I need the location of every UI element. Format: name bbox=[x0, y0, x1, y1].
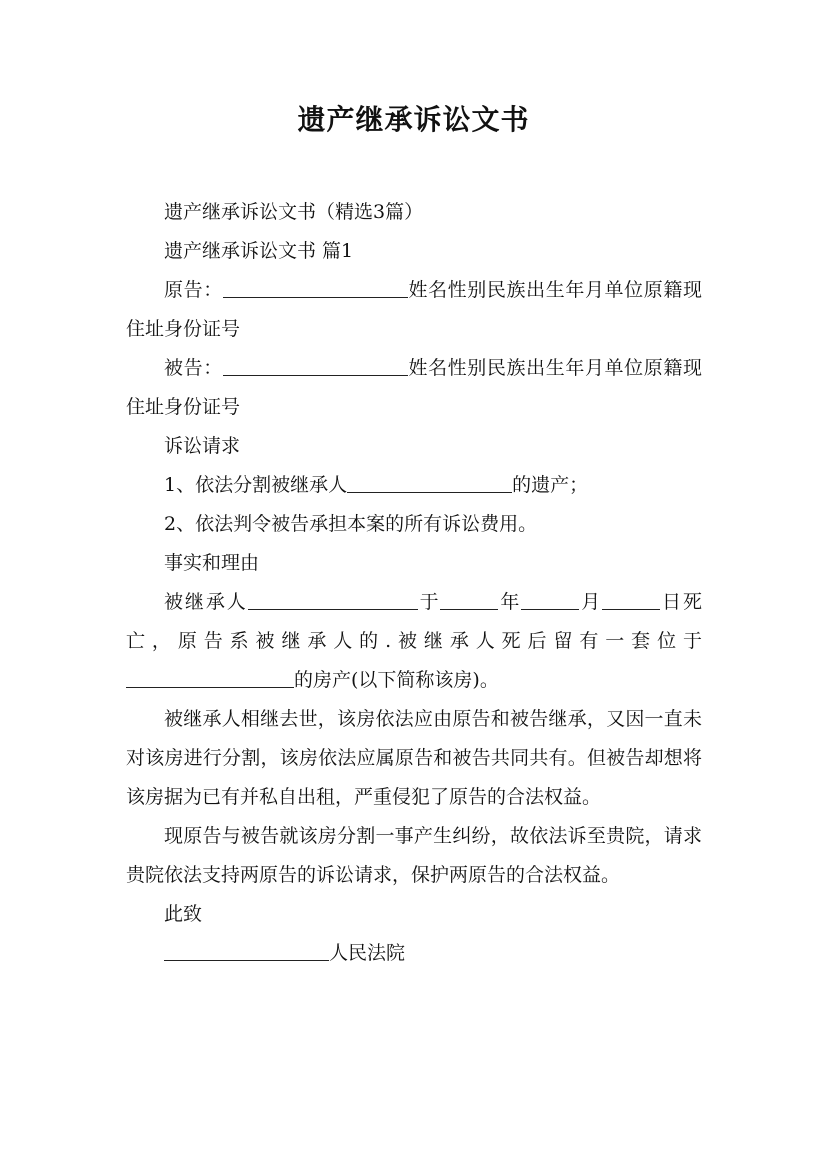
fact-1-text-b: 于 bbox=[417, 591, 441, 613]
fact-1-text-d: 月 bbox=[579, 591, 603, 613]
claims-heading: 诉讼请求 bbox=[164, 435, 241, 457]
fact-paragraph-1 bbox=[126, 583, 702, 700]
property-location-blank-line bbox=[126, 667, 294, 688]
claim-2: 2、依法判令被告承担本案的所有诉讼费用。 bbox=[164, 513, 538, 535]
defendant-fields: 姓名性别民族出生年月单位原籍现住址身份证号 bbox=[126, 357, 702, 418]
court-suffix: 人民法院 bbox=[329, 942, 406, 964]
decedent-name-blank-line bbox=[347, 472, 512, 493]
court-line bbox=[126, 934, 702, 973]
court-name-blank-line bbox=[164, 940, 329, 961]
year-blank-line bbox=[440, 589, 498, 610]
facts-heading: 事实和理由 bbox=[164, 552, 260, 574]
fact-1-text-c: 年 bbox=[498, 591, 522, 613]
fact-1-text-f: 的房产(以下简称该房)。 bbox=[294, 669, 499, 691]
document-title: 遗产继承诉讼文书 bbox=[297, 103, 530, 136]
fact-paragraph-2: 被继承人相继去世，该房依法应由原告和被告继承，又因一直未对该房进行分割，该房依法应属原告和被告共同共有。但被告却想将该房据为已有并私自出租，严重侵犯了原告的合法权益。 bbox=[126, 708, 702, 808]
claim-1-suffix: 的遗产； bbox=[512, 474, 589, 496]
claim-1-prefix: 1、依法分割被继承人 bbox=[164, 474, 348, 496]
fact-1-text-e: 日死亡，原告系被继承人的.被继承人死后留有一套位于 bbox=[126, 591, 702, 652]
plaintiff-blank-line bbox=[223, 277, 408, 298]
section-heading: 遗产继承诉讼文书 篇1 bbox=[164, 240, 354, 262]
defendant-blank-line bbox=[223, 355, 408, 376]
defendant-label: 被告： bbox=[164, 357, 223, 379]
plaintiff-fields: 姓名性别民族出生年月单位原籍现住址身份证号 bbox=[126, 279, 702, 340]
day-blank-line bbox=[602, 589, 660, 610]
claim-1 bbox=[126, 466, 702, 505]
month-blank-line bbox=[521, 589, 579, 610]
document-subtitle: 遗产继承诉讼文书（精选3篇） bbox=[164, 201, 424, 223]
plaintiff-label: 原告： bbox=[164, 279, 223, 301]
document-body bbox=[126, 193, 702, 973]
plaintiff-paragraph bbox=[126, 271, 702, 349]
closing-phrase: 此致 bbox=[164, 903, 203, 925]
defendant-paragraph bbox=[126, 349, 702, 427]
fact-1-text-a: 被继承人 bbox=[164, 591, 248, 613]
fact-paragraph-3: 现原告与被告就该房分割一事产生纠纷，故依法诉至贵院，请求贵院依法支持两原告的诉讼请求，保护两原告的合法权益。 bbox=[126, 825, 702, 886]
decedent-blank-line bbox=[248, 589, 418, 610]
